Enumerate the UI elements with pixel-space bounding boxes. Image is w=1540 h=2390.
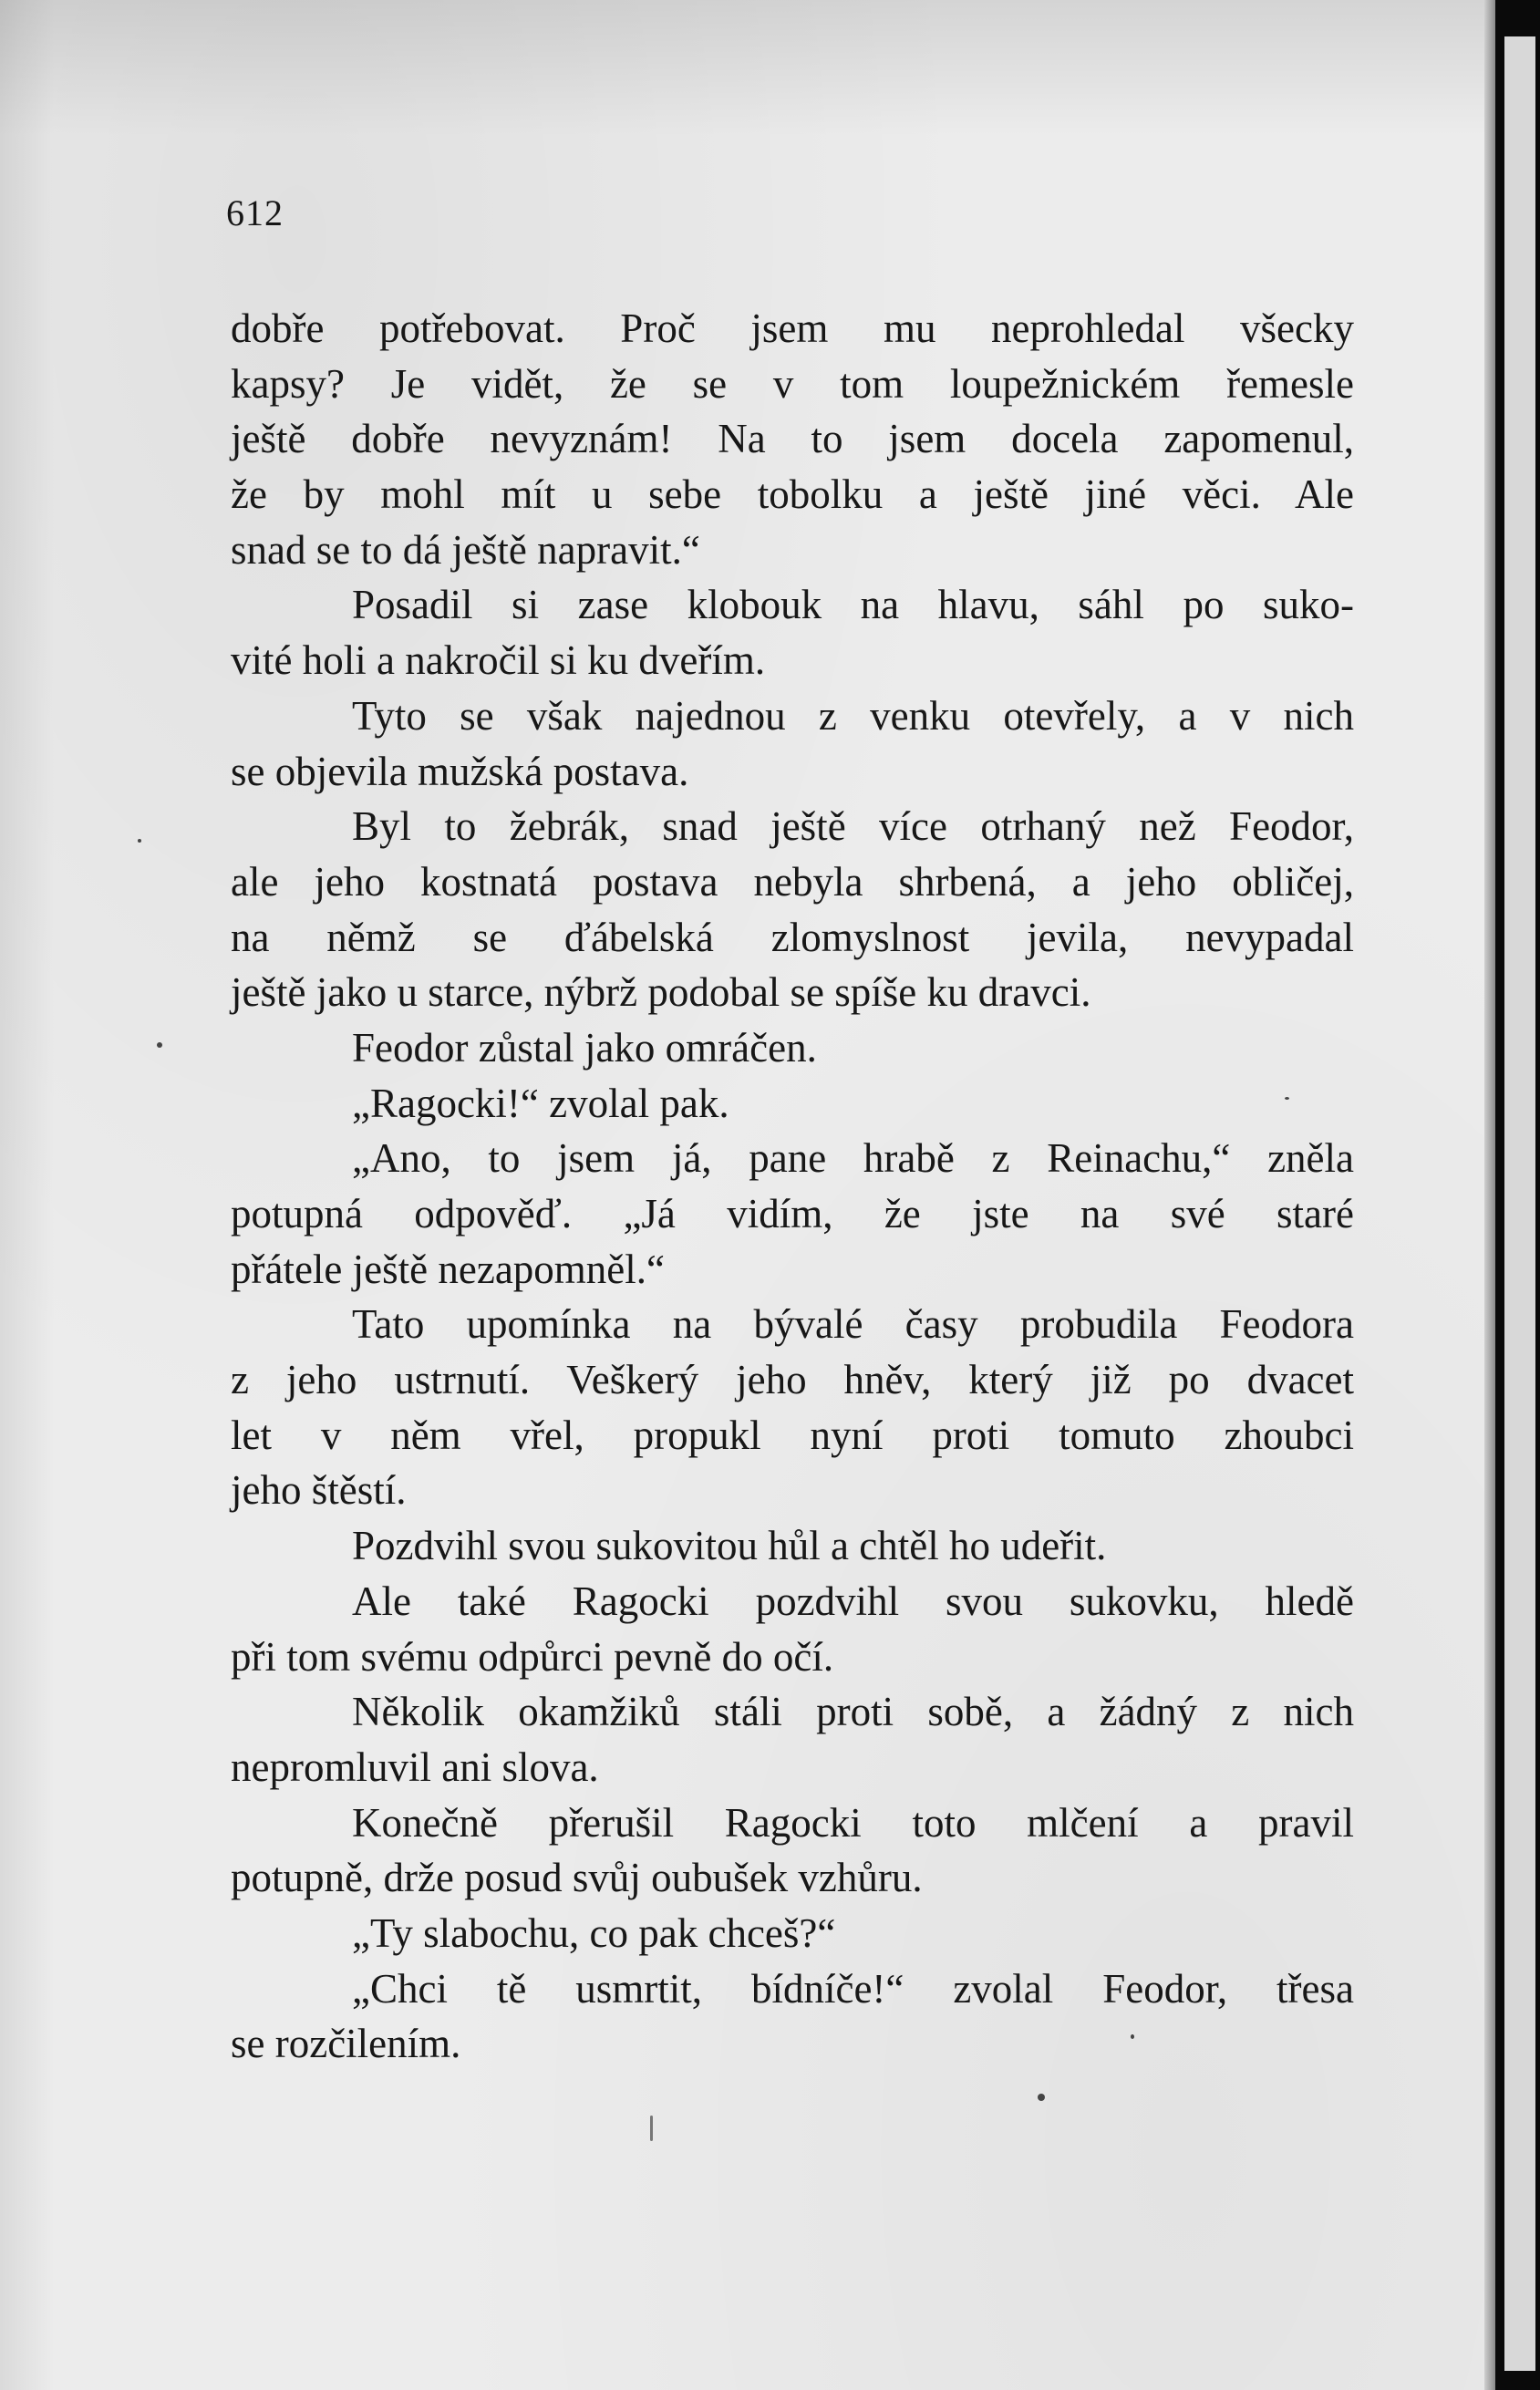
text-line: „Ano, to jsem já, pane hrabě z Reinachu,“ zněla [352,1135,1354,1182]
text-line: potupně, drže posud svůj oubušek vzhůru. [231,1855,923,1901]
text-line: snad se to dá ještě napravit.“ [231,526,700,573]
print-speck [1131,2034,1134,2039]
text-line: ještě jako u starce, nýbrž podobal se spíše ku dravci. [231,969,1091,1016]
print-speck [650,2116,653,2141]
text-line: se rozčilením. [231,2021,461,2067]
next-page-edge [1504,36,1535,2371]
text-line: na němž se ďábelská zlomyslnost jevila, nevypadal [231,914,1354,960]
text-line: „Ragocki!“ zvolal pak. [352,1080,729,1126]
page-gutter [1484,0,1495,2390]
print-speck [1285,1097,1289,1100]
text-line: z jeho ustrnutí. Veškerý jeho hněv, který již po dvacet [231,1357,1354,1403]
text-line: Feodor zůstal jako omráčen. [352,1024,817,1071]
print-speck [157,1042,162,1048]
text-line: Tyto se však najednou z venku otevřely, a v nich [352,692,1354,739]
text-line: že by mohl mít u sebe tobolku a ještě jiné věci. Ale [231,471,1354,518]
text-line: vité holi a nakročil si ku dveřím. [231,637,766,684]
text-line: Konečně přerušil Ragocki toto mlčení a pravil [352,1799,1354,1846]
text-line: Posadil si zase klobouk na hlavu, sáhl po suko- [352,582,1354,628]
print-speck [1038,2094,1045,2101]
body-text [231,301,1354,2072]
text-line: při tom svému odpůrci pevně do očí. [231,1633,834,1680]
text-line: se objevila mužská postava. [231,748,689,794]
text-line: přátele ještě nezapomněl.“ [231,1246,665,1292]
text-line: let v něm vřel, propukl nyní proti tomuto zhoubci [231,1412,1354,1458]
text-line: Pozdvihl svou sukovitou hůl a chtěl ho udeřit. [352,1523,1107,1569]
text-line: Několik okamžiků stáli proti sobě, a žádný z nich [352,1689,1354,1735]
text-line: ale jeho kostnatá postava nebyla shrbená, a jeho obličej, [231,858,1354,905]
text-line: ještě dobře nevyznám! Na to jsem docela zapomenul, [231,416,1354,462]
page-shadow [0,0,1484,137]
text-line: dobře potřebovat. Proč jsem mu neprohledal všecky [231,305,1354,351]
text-line: kapsy? Je vidět, že se v tom loupežnickém řemesle [231,360,1354,407]
text-line: jeho štěstí. [231,1467,407,1514]
text-line: „Chci tě usmrtit, bídníče!“ zvolal Feodor, třesa [352,1965,1354,2012]
text-line: potupná odpověď. „Já vidím, že jste na své staré [231,1191,1354,1236]
text-line: nepromluvil ani slova. [231,1743,599,1790]
text-line: Byl to žebrák, snad ještě více otrhaný než Feodor, [352,803,1354,850]
print-speck [138,839,141,843]
text-line: Ale také Ragocki pozdvihl svou sukovku, hledě [352,1578,1354,1624]
page-number: 612 [226,192,284,233]
text-line: „Ty slabochu, co pak chceš?“ [352,1909,836,1956]
text-line: Tato upomínka na bývalé časy probudila Feodora [352,1301,1354,1348]
